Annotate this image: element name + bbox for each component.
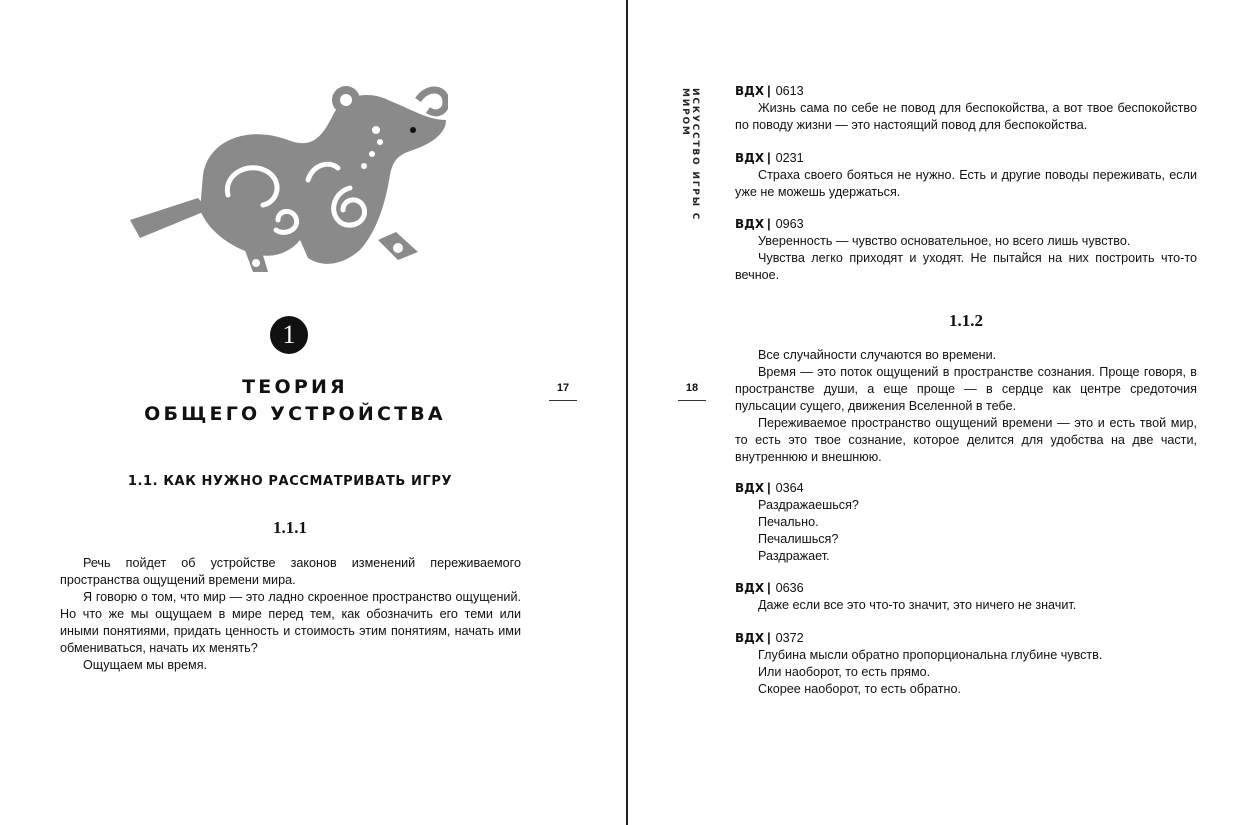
left-body-text <box>60 555 521 674</box>
entry-text: Уверенность — чувство основательное, но всего лишь чувство. <box>758 234 1131 248</box>
entry-code: 0364 <box>775 481 804 495</box>
page-number-left: 17 <box>556 382 570 394</box>
chapter-title-line1: ТЕОРИЯ <box>242 376 348 398</box>
entry-line: Печалишься? <box>758 532 839 546</box>
entry-label: ВДХ <box>735 217 765 231</box>
entry-line: Раздражаешься? <box>758 498 859 512</box>
entry-label: ВДХ <box>735 631 765 645</box>
entry-line: Глубина мысли обратно пропорциональна глубине чувств. <box>758 648 1103 662</box>
animal-ornament-illustration <box>128 80 448 275</box>
entry-label: ВДХ <box>735 481 765 495</box>
aphorism-entry-0963 <box>735 216 1197 284</box>
paragraph: Ощущаем мы время. <box>83 658 208 672</box>
entry-code-line: ВДХ | 0364 <box>735 481 804 495</box>
entry-label: ВДХ <box>735 581 765 595</box>
entry-code-line: ВДХ | 0636 <box>735 581 804 595</box>
page-number-right: 18 <box>685 382 699 394</box>
right-section-text <box>735 347 1197 466</box>
entry-line: Даже если все это что-то значит, это ничего не значит. <box>758 598 1077 612</box>
entry-label: ВДХ <box>735 151 765 165</box>
paragraph: Я говорю о том, что мир — это ладно скроенное пространство ощущений. Но что же мы ощущаем в мире перед тем, как обозначить его теми или иными понятиями, придать ценность и стоимость этим понятиям, начать ими обмениваться, начать их менять? <box>60 590 521 655</box>
entry-label: ВДХ <box>735 84 765 98</box>
entry-code: 0613 <box>775 84 804 98</box>
entry-line: Или наоборот, то есть прямо. <box>758 665 931 679</box>
running-head: ИСКУССТВО ИГРЫ С МИРОМ <box>680 88 700 222</box>
entry-code-line: ВДХ | 0231 <box>735 151 804 165</box>
entry-code-line: ВДХ | 0372 <box>735 631 804 645</box>
entry-text: Жизнь сама по себе не повод для беспокойства, а вот твое беспокойство по поводу жизни — это настоящий повод для беспокойства. <box>735 101 1197 132</box>
paragraph: Все случайности случаются во времени. <box>758 348 997 362</box>
entry-line: Раздражает. <box>758 549 830 563</box>
entry-text: Чувства легко приходят и уходят. Не пытайся на них построить что-то вечное. <box>735 251 1197 282</box>
entry-line: Скорее наоборот, то есть обратно. <box>758 682 961 696</box>
chapter-title <box>100 374 490 428</box>
folio-rule-right <box>678 400 706 401</box>
subsection-heading-1-1-2: 1.1.2 <box>949 311 983 330</box>
paragraph: Переживаемое пространство ощущений времени — это и есть твой мир, то есть это твое сознание, которое делится для удобства на две части, внутреннюю и внешнюю. <box>735 416 1197 464</box>
chapter-number-badge: 1 <box>270 316 308 354</box>
aphorism-entry-0636 <box>735 580 1197 614</box>
section-title: 1.1. КАК НУЖНО РАССМАТРИВАТЬ ИГРУ <box>127 474 453 489</box>
chapter-title-line2: ОБЩЕГО УСТРОЙСТВА <box>144 403 446 425</box>
folio-rule-left <box>549 400 577 401</box>
paragraph: Речь пойдет об устройстве законов изменений переживаемого пространства ощущений времени мира. <box>60 556 521 587</box>
aphorism-entry-0613 <box>735 83 1197 134</box>
book-gutter <box>626 0 628 825</box>
subsection-heading-1-1-1: 1.1.1 <box>273 518 307 537</box>
entry-code-line: ВДХ | 0613 <box>735 84 804 98</box>
entry-line: Печально. <box>758 515 819 529</box>
entry-code: 0636 <box>775 581 804 595</box>
aphorism-entry-0231 <box>735 150 1197 201</box>
entry-code-line: ВДХ | 0963 <box>735 217 804 231</box>
aphorism-entry-0364 <box>735 480 1197 565</box>
entry-code: 0963 <box>775 217 804 231</box>
entry-text: Страха своего бояться не нужно. Есть и другие поводы переживать, если уже не можешь удержаться. <box>735 168 1197 199</box>
aphorism-entry-0372 <box>735 630 1197 698</box>
paragraph: Время — это поток ощущений в пространстве сознания. Проще говоря, в пространстве души, а еще проще — в сердце как центре средоточия пульсации сущего, движения Вселенной в тебе. <box>735 365 1197 413</box>
entry-code: 0231 <box>775 151 804 165</box>
entry-code: 0372 <box>775 631 804 645</box>
